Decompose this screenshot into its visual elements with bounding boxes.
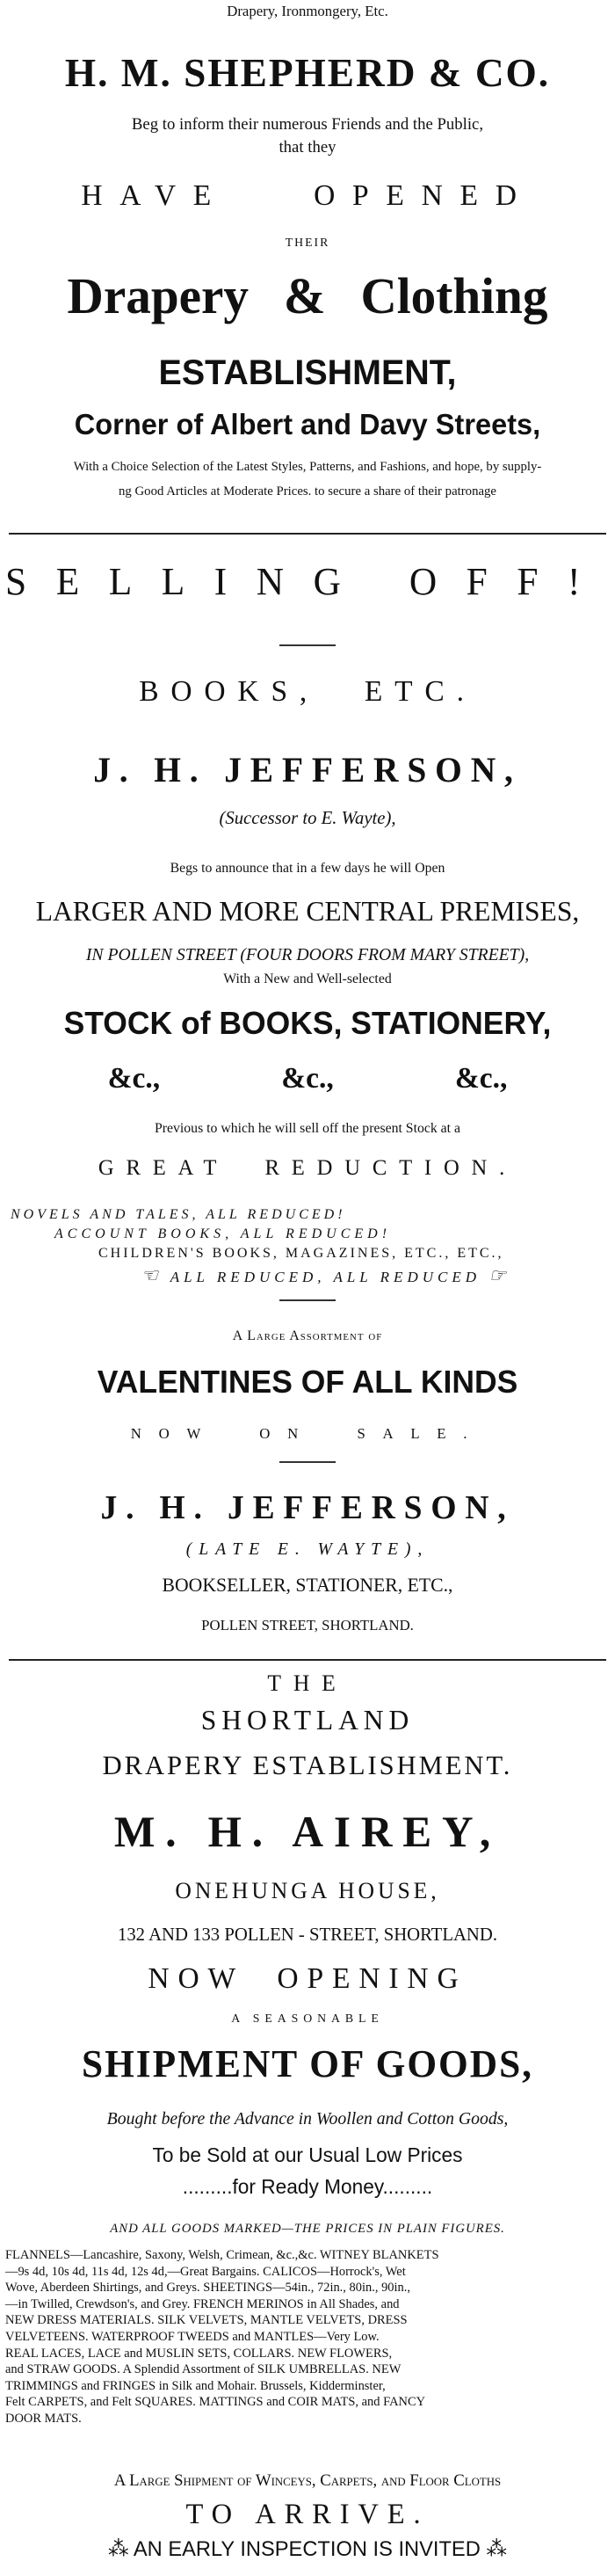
shepherd-intro-line-1: Beg to inform their numerous Friends and the Public, [131,115,484,134]
shepherd-intro-line-2: that they [279,138,336,156]
list-line: —9s 4d, 10s 4d, 11s 4d, 12s 4d,—Great Bargains. CALICOS—Horrock's, Wet [5,2264,406,2279]
jefferson-account-books: ACCOUNT BOOKS, ALL REDUCED! [54,1226,392,1241]
jefferson-name-2: J. H. JEFFERSON, [100,1489,515,1526]
jefferson-valentines: VALENTINES OF ALL KINDS [97,1364,518,1400]
airey-goods-list [5,2247,610,2427]
jefferson-larger-premises: LARGER AND MORE CENTRAL PREMISES, [35,895,580,927]
short-rule [279,644,336,646]
list-line: NEW DRESS MATERIALS. SILK VELVETS, MANTLE VELVETS, DRESS [5,2313,408,2328]
airey-drapery-establishment: DRAPERY ESTABLISHMENT. [102,1750,513,1780]
shepherd-have-opened: HAVE OPENED [81,179,534,212]
airey-bought: Bought before the Advance in Woollen and Cotton Goods, [106,2109,509,2128]
jefferson-etc-1: &c., [107,1062,161,1095]
airey-seasonable: A SEASONABLE [231,2012,384,2026]
list-line: VELVETEENS. WATERPROOF TWEEDS and MANTLES—Very Low. [5,2329,380,2344]
jefferson-etc-3: &c., [454,1062,508,1095]
jefferson-all-reduced: ALL REDUCED, ALL REDUCED [170,1269,481,1285]
short-rule [279,1299,336,1301]
jefferson-great-reduction: GREAT REDUCTION. [98,1156,517,1180]
divider-rule [9,533,606,535]
shepherd-body-line-1: With a Choice Selection of the Latest Styles, Patterns, and Fashions, and hope, by supply- [73,460,542,474]
shepherd-body-line-2: ng Good Articles at Moderate Prices. to secure a share of their patronage [119,484,496,498]
jefferson-childrens-books: CHILDREN'S BOOKS, MAGAZINES, ETC., ETC., [98,1246,504,1261]
jefferson-all-reduced-row [141,1266,510,1285]
airey-street: 132 AND 133 POLLEN - STREET, SHORTLAND. [117,1924,498,1945]
airey-onehunga: ONEHUNGA HOUSE, [175,1878,440,1903]
airey-sold: To be Sold at our Usual Low Prices [152,2143,463,2166]
jefferson-pollen-street: IN POLLEN STREET (FOUR DOORS FROM MARY STREET), [85,945,530,964]
airey-now-opening: NOW OPENING [148,1962,467,1995]
jefferson-stock: STOCK of BOOKS, STATIONERY, [63,1005,552,1041]
airey-inspection-row [4,2539,611,2560]
airey-ready-money: .........for Ready Money......... [182,2175,433,2198]
jefferson-new-stock: With a New and Well-selected [223,971,392,986]
pointing-hand-right-icon: ☞ [488,1264,510,1286]
shepherd-their: THEIR [285,236,330,250]
list-line: FLANNELS—Lancashire, Saxony, Welsh, Crimean, &c.,&c. WITNEY BLANKETS [5,2248,439,2262]
airey-the: THE [267,1670,348,1696]
list-line: —in Twilled, Crewdson's, and Grey. FRENCH MERINOS in All Shades, and [5,2296,400,2311]
jefferson-bookseller: BOOKSELLER, STATIONER, ETC., [162,1574,453,1596]
list-line: Felt CARPETS, and Felt SQUARES. MATTINGS and COIR MATS, and FANCY [5,2395,426,2410]
airey-inspection: AN EARLY INSPECTION IS INVITED [133,2537,481,2561]
airey-name: M. H. AIREY, [113,1807,502,1856]
airey-large-shipment: A Large Shipment of Winceys, Carpets, and Floor Cloths [113,2471,502,2490]
jefferson-now-on-sale: NOW ON SALE. [130,1425,485,1442]
asterism-left-icon: ⁂ [107,2537,129,2561]
airey-to-arrive: TO ARRIVE. [185,2499,430,2530]
list-line: DOOR MATS. [5,2411,82,2426]
shepherd-firm-name: H. M. SHEPHERD & CO. [64,50,551,95]
jefferson-late: (LATE E. WAYTE), [185,1539,430,1559]
list-line: Wove, Aberdeen Shirtings, and Greys. SHEETINGS—54in., 72in., 80in., 90in., [5,2281,411,2296]
jefferson-previous: Previous to which he will sell off the present Stock at a [154,1121,461,1136]
jefferson-assortment: A Large Assortment of [232,1328,383,1343]
jefferson-books-etc: BOOKS, ETC. [139,675,476,708]
airey-shortland: SHORTLAND [200,1704,415,1736]
asterism-right-icon: ⁂ [486,2537,508,2561]
jefferson-selling-off: SELLING OFF! [5,560,610,603]
jefferson-begs: Begs to announce that in a few days he will Open [170,861,445,876]
pointing-hand-left-icon: ☜ [141,1264,163,1286]
jefferson-address: POLLEN STREET, SHORTLAND. [201,1617,414,1634]
airey-all-goods: AND ALL GOODS MARKED—THE PRICES IN PLAIN FIGURES. [110,2222,505,2236]
section-header: Drapery, Ironmongery, Etc. [227,3,388,19]
divider-rule [9,1659,606,1661]
short-rule [279,1461,336,1463]
list-line: REAL LACES, LACE and MUSLIN SETS, COLLARS. NEW FLOWERS, [5,2346,393,2361]
list-line: TRIMMINGS and FRINGES in Silk and Mohair. Brussels, Kidderminster, [5,2378,386,2393]
jefferson-successor: (Successor to E. Wayte), [219,807,396,828]
shepherd-drapery-clothing: Drapery & Clothing [67,267,548,324]
jefferson-etc-row [4,1064,611,1094]
jefferson-name: J. H. JEFFERSON, [93,750,522,790]
shepherd-corner: Corner of Albert and Davy Streets, [74,408,541,440]
shepherd-establishment: ESTABLISHMENT, [158,353,457,392]
jefferson-etc-2: &c., [281,1062,334,1095]
jefferson-novels: NOVELS AND TALES, ALL REDUCED! [11,1207,346,1222]
list-line: and STRAW GOODS. A Splendid Assortment of SILK UMBRELLAS. NEW [5,2362,402,2377]
airey-shipment: SHIPMENT OF GOODS, [81,2042,533,2085]
